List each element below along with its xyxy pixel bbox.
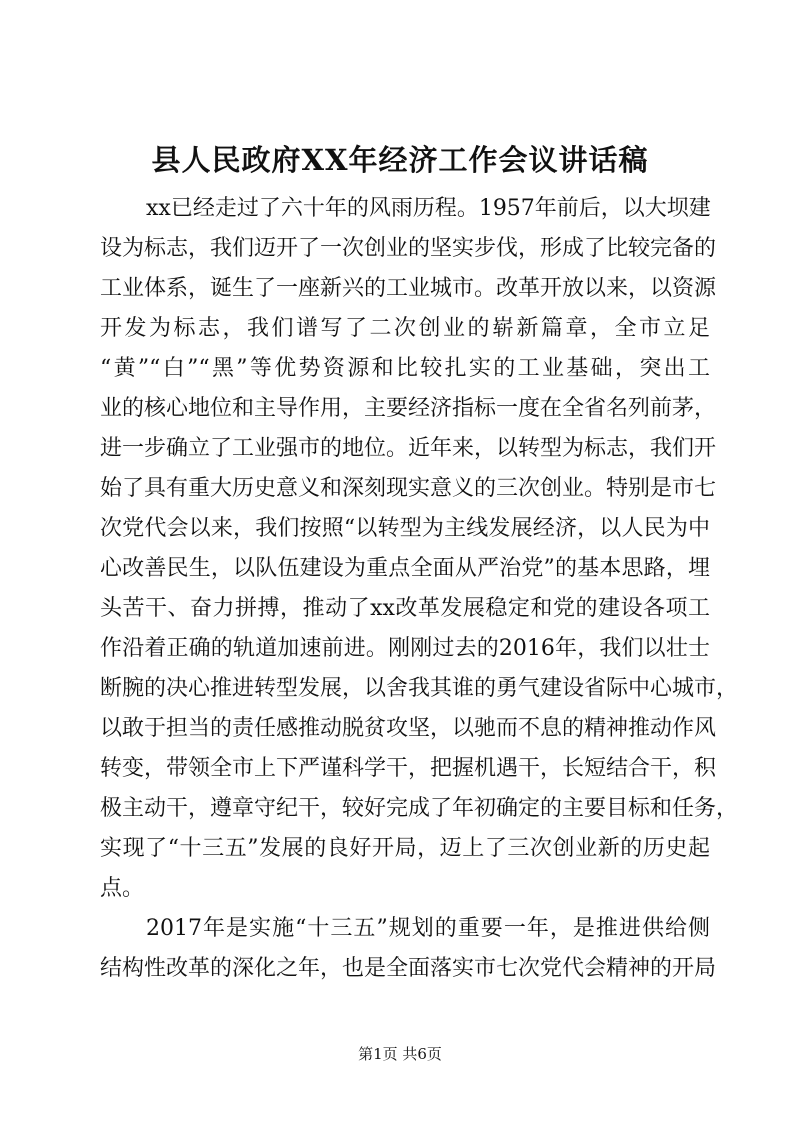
paragraph-line: 业的核心地位和主导作用，主要经济指标一度在全省名列前茅， — [100, 396, 717, 421]
paragraph-line: 2017年是实施“十三五”规划的重要一年，是推进供给侧 — [146, 916, 710, 941]
paragraph-line: 点。 — [100, 876, 145, 901]
paragraph-line: 极主动干，遵章守纪干，较好完成了年初确定的主要目标和任务， — [100, 796, 739, 821]
paragraph-line: 工业体系，诞生了一座新兴的工业城市。改革开放以来，以资源 — [100, 276, 717, 301]
paragraph-line: 心改善民生，以队伍建设为重点全面从严治党”的基本思路，埋 — [100, 556, 710, 581]
paragraph-line: 转变，带领全市上下严谨科学干，把握机遇干，长短结合干，积 — [100, 756, 717, 781]
paragraph-line: “黄”“白”“黑”等优势资源和比较扎实的工业基础，突出工 — [100, 356, 710, 381]
paragraph-line: 以敢于担当的责任感推动脱贫攻坚，以驰而不息的精神推动作风 — [100, 716, 717, 741]
paragraph-line: 头苦干、奋力拼搏，推动了xx改革发展稳定和党的建设各项工 — [100, 596, 710, 621]
paragraph-line: 进一步确立了工业强市的地位。近年来，以转型为标志，我们开 — [100, 436, 717, 461]
paragraph-line: 作沿着正确的轨道加速前进。刚刚过去的2016年，我们以壮士 — [100, 636, 710, 661]
paragraph-line: 次党代会以来，我们按照“以转型为主线发展经济，以人民为中 — [100, 516, 710, 541]
paragraph-line: xx已经走过了六十年的风雨历程。1957年前后，以大坝建 — [146, 196, 711, 221]
paragraph-line: 始了具有重大历史意义和深刻现实意义的三次创业。特别是市七 — [100, 476, 717, 501]
page-title: 县人民政府XX年经济工作会议讲话稿 — [151, 143, 649, 177]
paragraph-line: 设为标志，我们迈开了一次创业的坚实步伐，形成了比较完备的 — [100, 236, 717, 261]
page-number-footer: 第1页 共6页 — [358, 1045, 442, 1063]
paragraph-line: 开发为标志，我们谱写了二次创业的崭新篇章，全市立足 — [100, 316, 710, 341]
paragraph-line: 结构性改革的深化之年，也是全面落实市七次党代会精神的开局 — [100, 956, 717, 981]
paragraph-line: 实现了“十三五”发展的良好开局，迈上了三次创业新的历史起 — [100, 836, 710, 861]
paragraph-line: 断腕的决心推进转型发展，以舍我其谁的勇气建设省际中心城市， — [100, 676, 739, 701]
